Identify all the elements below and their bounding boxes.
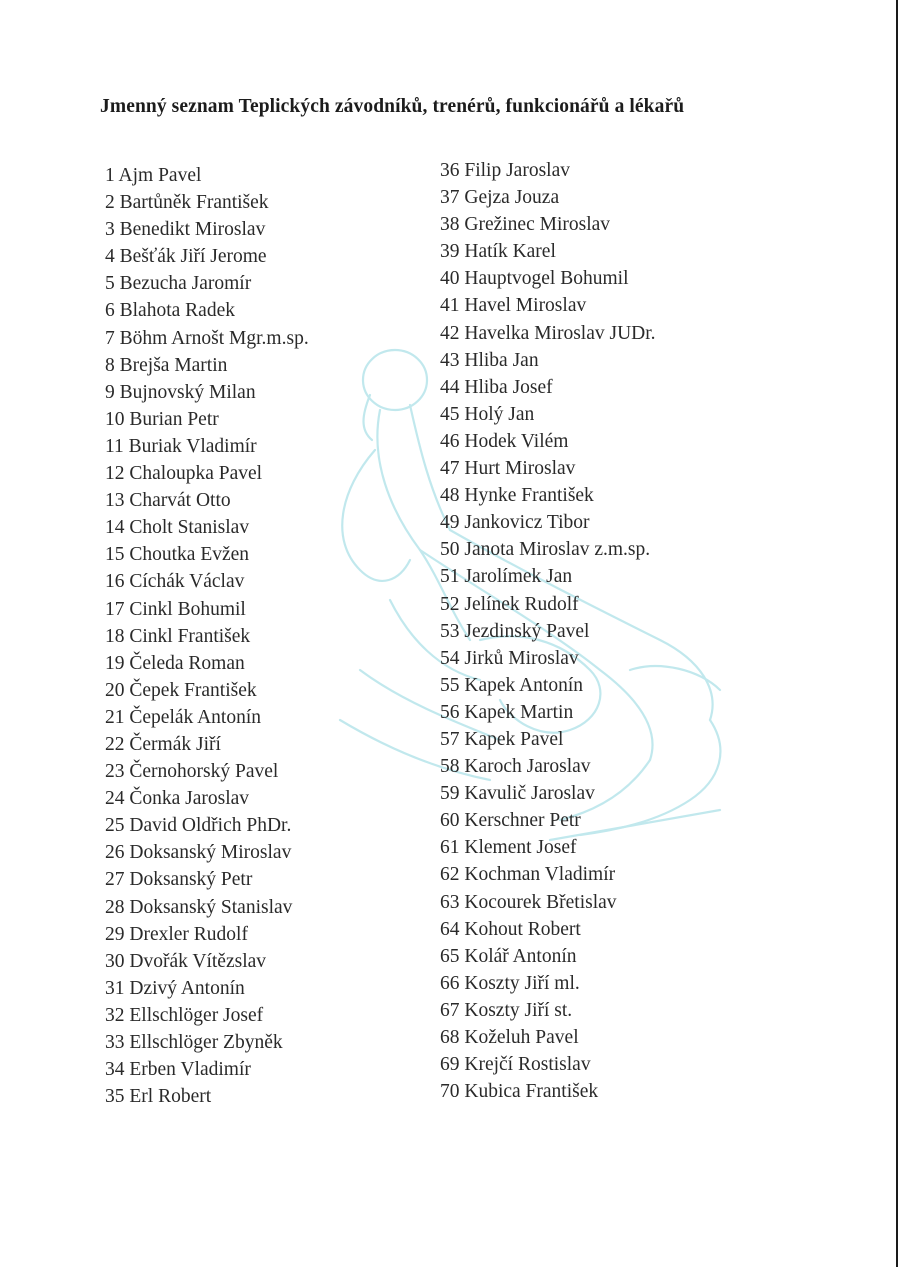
list-item: 49 Jankovicz Tibor [440,512,590,534]
page-edge-line [896,0,898,1267]
list-item: 56 Kapek Martin [440,701,574,723]
list-item: 11 Buriak Vladimír [105,435,257,457]
list-item: 36 Filip Jaroslav [440,160,570,181]
list-item: 14 Cholt Stanislav [105,517,250,539]
list-item: 33 Ellschlöger Zbyněk [105,1032,283,1053]
list-item: 17 Cinkl Bohumil [105,598,246,620]
list-item: 41 Havel Miroslav [440,295,587,317]
list-item: 15 Choutka Evžen [105,544,250,566]
list-item: 13 Charvát Otto [105,490,231,512]
list-item: 51 Jarolímek Jan [440,566,573,588]
list-item: 8 Brejša Martin [105,354,228,376]
list-item: 7 Böhm Arnošt Mgr.m.sp. [105,327,309,349]
list-item: 59 Kavulič Jaroslav [440,783,595,805]
list-item: 22 Čermák Jiří [105,733,221,755]
list-item: 52 Jelínek Rudolf [440,593,579,615]
list-item: 29 Drexler Rudolf [105,923,248,945]
list-item: 53 Jezdinský Pavel [440,620,590,642]
list-item: 23 Černohorský Pavel [105,761,279,783]
list-item: 9 Bujnovský Milan [105,381,256,403]
list-item: 18 Cinkl František [105,625,251,647]
list-item: 28 Doksanský Stanislav [105,896,293,918]
name-list-left [105,162,309,1110]
list-item: 68 Koželuh Pavel [440,1027,579,1048]
list-item: 67 Koszty Jiří st. [440,999,573,1021]
list-item: 42 Havelka Miroslav JUDr. [440,322,656,344]
list-item: 70 Kubica František [440,1081,599,1103]
list-item: 40 Hauptvogel Bohumil [440,268,629,290]
list-item: 43 Hliba Jan [440,349,539,371]
list-item: 26 Doksanský Miroslav [105,842,292,864]
list-item: 4 Bešťák Jiří Jerome [105,246,267,268]
list-item: 6 Blahota Radek [105,300,235,322]
list-item: 2 Bartůněk František [105,192,269,214]
name-list-right [440,157,656,1105]
list-item: 57 Kapek Pavel [440,728,564,750]
list-item: 24 Čonka Jaroslav [105,788,250,810]
list-item: 58 Karoch Jaroslav [440,756,591,778]
list-item: 1 Ajm Pavel [105,165,202,186]
list-item: 55 Kapek Antonín [440,674,583,696]
list-item: 37 Gejza Jouza [440,187,560,209]
list-item: 25 David Oldřich PhDr. [105,815,292,837]
list-item: 27 Doksanský Petr [105,869,253,891]
list-item: 65 Kolář Antonín [440,945,577,967]
list-item: 62 Kochman Vladimír [440,864,616,886]
list-item: 61 Klement Josef [440,837,577,859]
list-item: 66 Koszty Jiří ml. [440,972,580,994]
list-item: 10 Burian Petr [105,408,219,430]
list-item: 38 Grežinec Miroslav [440,214,611,236]
document-title: Jmenný seznam Teplických závodníků, trenérů, funkcionářů a lékařů [100,96,685,117]
list-item: 35 Erl Robert [105,1086,212,1108]
list-item: 48 Hynke František [440,485,594,507]
list-item: 47 Hurt Miroslav [440,458,576,480]
list-item: 21 Čepelák Antonín [105,706,261,728]
list-item: 19 Čeleda Roman [105,652,245,674]
list-item: 46 Hodek Vilém [440,430,569,452]
list-item: 44 Hliba Josef [440,376,553,398]
list-item: 32 Ellschlöger Josef [105,1004,264,1026]
list-item: 5 Bezucha Jaromír [105,273,252,295]
list-item: 54 Jirků Miroslav [440,647,579,669]
list-item: 3 Benedikt Miroslav [105,219,266,241]
list-item: 39 Hatík Karel [440,241,556,263]
list-item: 45 Holý Jan [440,403,535,425]
list-item: 50 Janota Miroslav z.m.sp. [440,539,651,561]
list-item: 30 Dvořák Vítězslav [105,950,267,972]
list-item: 60 Kerschner Petr [440,810,581,832]
list-item: 63 Kocourek Břetislav [440,891,617,913]
list-item: 34 Erben Vladimír [105,1059,251,1081]
list-item: 64 Kohout Robert [440,918,581,940]
list-item: 12 Chaloupka Pavel [105,463,263,485]
list-item: 16 Cíchák Václav [105,571,245,593]
list-item: 31 Dzivý Antonín [105,977,245,999]
list-item: 20 Čepek František [105,679,257,701]
list-item: 69 Krejčí Rostislav [440,1054,591,1076]
